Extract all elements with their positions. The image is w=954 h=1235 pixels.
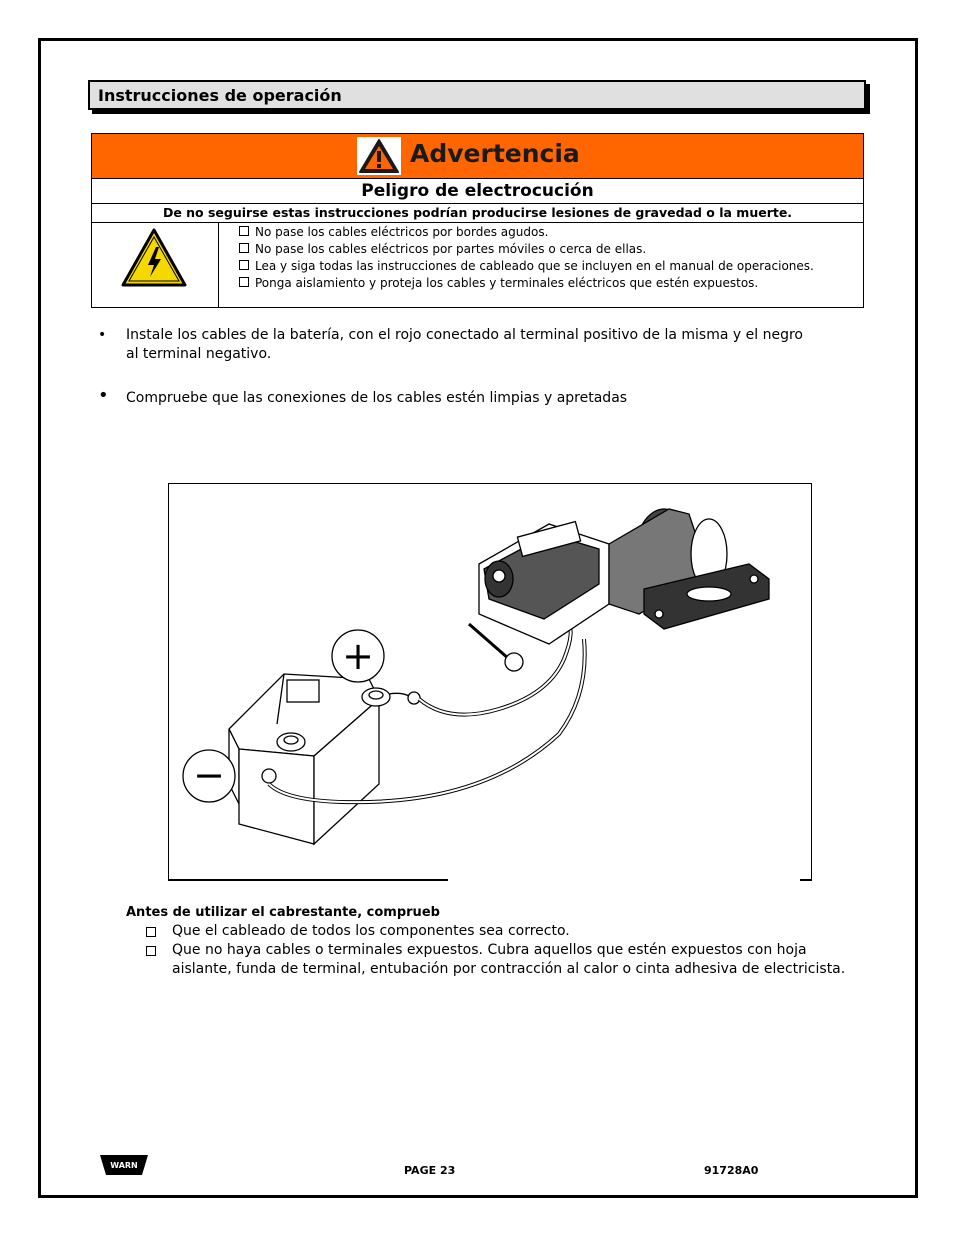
- electric-hazard-icon: [120, 227, 188, 289]
- bullet-dot-icon: •: [98, 327, 107, 343]
- checkbox-icon: [239, 277, 249, 287]
- checkbox-icon: [239, 243, 249, 253]
- warning-triangle-icon: [357, 137, 401, 175]
- warning-subtitle: Peligro de electrocución: [92, 179, 863, 204]
- logo-text: WARN: [110, 1161, 138, 1170]
- section-header-title: Instrucciones de operación: [98, 86, 342, 105]
- check-item: Que no haya cables o terminales expuestos. Cubra aquellos que estén expuestos con hoja aislante, funda de terminal, entubación por contracción al calor o cinta adhesiva de electricista.: [146, 941, 846, 979]
- checkbox-icon: [239, 260, 249, 270]
- warning-item: No pase los cables eléctricos por bordes agudos.: [239, 224, 814, 241]
- check-list: [146, 922, 846, 979]
- wiring-illustration: [169, 484, 811, 879]
- checkbox-icon: [239, 226, 249, 236]
- check-title: Antes de utilizar el cabrestante, comprueb: [126, 905, 440, 920]
- warning-list: [239, 224, 814, 292]
- minus-symbol: −: [193, 753, 225, 797]
- battery-winch-diagram: [168, 483, 812, 881]
- page-number: PAGE 23: [404, 1164, 456, 1177]
- plus-symbol: +: [342, 634, 374, 678]
- document-code: 91728A0: [704, 1164, 759, 1177]
- section-header: [88, 80, 866, 110]
- bullet-dot-icon: •: [98, 385, 109, 406]
- checkbox-icon: [146, 946, 156, 956]
- warning-item: No pase los cables eléctricos por partes móviles o cerca de ellas.: [239, 241, 814, 258]
- warning-item: Ponga aislamiento y proteja los cables y terminales eléctricos que estén expuestos.: [239, 275, 814, 292]
- warning-icon-cell: [92, 223, 219, 307]
- checkbox-icon: [146, 927, 156, 937]
- warning-consequence: De no seguirse estas instrucciones podrían producirse lesiones de gravedad o la muerte.: [92, 204, 863, 223]
- warning-box: [91, 133, 864, 308]
- warning-item: Lea y siga todas las instrucciones de cableado que se incluyen en el manual de operaciones.: [239, 258, 814, 275]
- warn-logo: [98, 1153, 150, 1177]
- figure-mask: [448, 876, 800, 922]
- warning-title: Advertencia: [410, 139, 580, 168]
- warning-banner: [92, 134, 863, 179]
- check-item: Que el cableado de todos los componentes sea correcto.: [146, 922, 846, 941]
